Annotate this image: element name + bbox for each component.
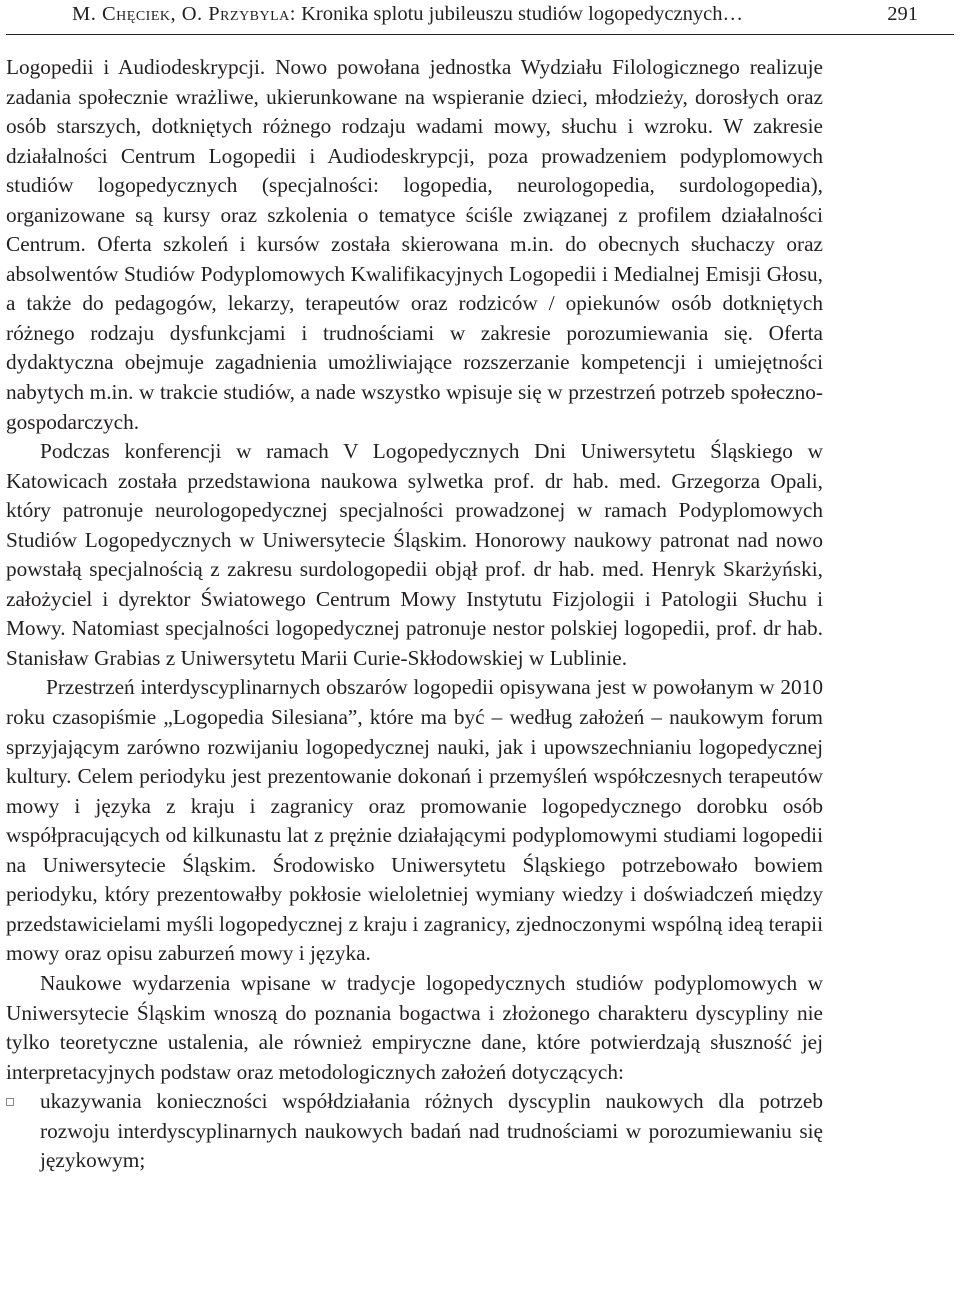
bullet-text: ukazywania konieczności współdziałania różnych dyscyplin naukowych dla potrzeb rozwoju interdyscyplinarnych naukowych badań nad trudnościami w porozumiewaniu się językowym; [40,1089,823,1173]
header-title [72,0,743,28]
paragraph-4: Naukowe wydarzenia wpisane w tradycje logopedycznych studiów podyplomowych w Uniwersytecie Śląskim wnoszą do poznania bogactwa i złożonego charakteru dyscypliny nie tylko teoretyczne ustalenia, ale również empiryczne dane, które potwierdzają słuszność jej interpretacyjnych podstaw oraz metodologicznych założeń dotyczących: [6,970,823,1084]
paragraph-1: Logopedii i Audiodeskrypcji. Nowo powołana jednostka Wydziału Filologicznego realizuje zadania społecznie wrażliwe, ukierunkowane na wspieranie dzieci, młodzieży, dorosłych oraz osób starszych, dotkniętych różnego rodzaju wadami mowy, słuchu i wzroku. W zakresie działalności Centrum Logopedii i Audiodeskrypcji, poza prowadzeniem podyplomowych studiów logopedycznych (specjalności: logopedia, neurologopedia, surdologopedia), organizowane są kursy oraz szkolenia o tematyce ściśle związanej z profilem działalności Centrum. Oferta szkoleń i kursów została skierowana m.in. do obecnych słuchaczy oraz absolwentów Studiów Podyplomowych Kwalifikacyjnych Logopedii i Medialnej Emisji Głosu, a także do pedagogów, lekarzy, terapeutów oraz rodziców / opiekunów osób dotkniętych różnego rodzaju dysfunkcjami i trudnościami w zakresie porozumiewania się. Oferta dydaktyczna obejmuje zagadnienia umożliwiające rozszerzanie kompetencji i umiejętności nabytych m.in. w trakcie studiów, a nade wszystko wpisuje się w przestrzeń potrzeb społeczno-gospodarczych. [6,55,823,434]
paragraph-2: Podczas konferencji w ramach V Logopedycznych Dni Uniwersytetu Śląskiego w Katowicach została przedstawiona naukowa sylwetka prof. dr hab. med. Grzegorza Opali, który patronuje neurologopedycznej specjalności prowadzonej w ramach Podyplomowych Studiów Logopedycznych w Uniwersytecie Śląskim. Honorowy naukowy patronat nad nowo powstałą specjalnością z zakresu surdologopedii objął prof. dr hab. med. Henryk Skarżyński, założyciel i dyrektor Światowego Centrum Mowy Instytutu Fizjologii i Patologii Słuchu i Mowy. Natomiast specjalności logopedycznej patronuje nestor polskiej logopedii, prof. dr hab. Stanisław Grabias z Uniwersytetu Marii Curie-Skłodowskiej w Lublinie. [6,439,823,670]
header-article-title: Kronika splotu jubileuszu studiów logopedycznych… [301,3,743,25]
paragraph-3: Przestrzeń interdyscyplinarnych obszarów logopedii opisywana jest w powołanym w 2010 roku czasopiśmie „Logopedia Silesiana”, które ma być – według założeń – naukowym forum sprzyjającym zarówno rozwijaniu logopedycznej nauki, jak i upowszechnianiu logopedycznej kultury. Celem periodyku jest prezentowanie dokonań i przemyśleń współczesnych terapeutów mowy i języka z kraju i zagranicy oraz promowanie logopedycznego dorobku osób współpracujących od kilkunastu lat z prężnie działającymi podyplomowymi studiami logopedii na Uniwersytecie Śląskim. Środowisko Uniwersytetu Śląskiego potrzebowało bowiem periodyku, który prezentowałby pokłosie wieloletniej wymiany wiedzy i doświadczeń między przedstawicielami myśli logopedycznej z kraju i zagranicy, zjednoczonymi wspólną ideą terapii mowy oraz opisu zaburzeń mowy i języka. [6,675,823,966]
running-header [6,0,954,35]
bullet-item [6,1087,823,1176]
article-body [6,53,823,1176]
square-bullet-icon [6,1098,14,1106]
bullet-list [6,1087,823,1176]
header-authors: M. Chęciek, O. Przybyla: [72,3,296,25]
page-number: 291 [887,3,918,25]
